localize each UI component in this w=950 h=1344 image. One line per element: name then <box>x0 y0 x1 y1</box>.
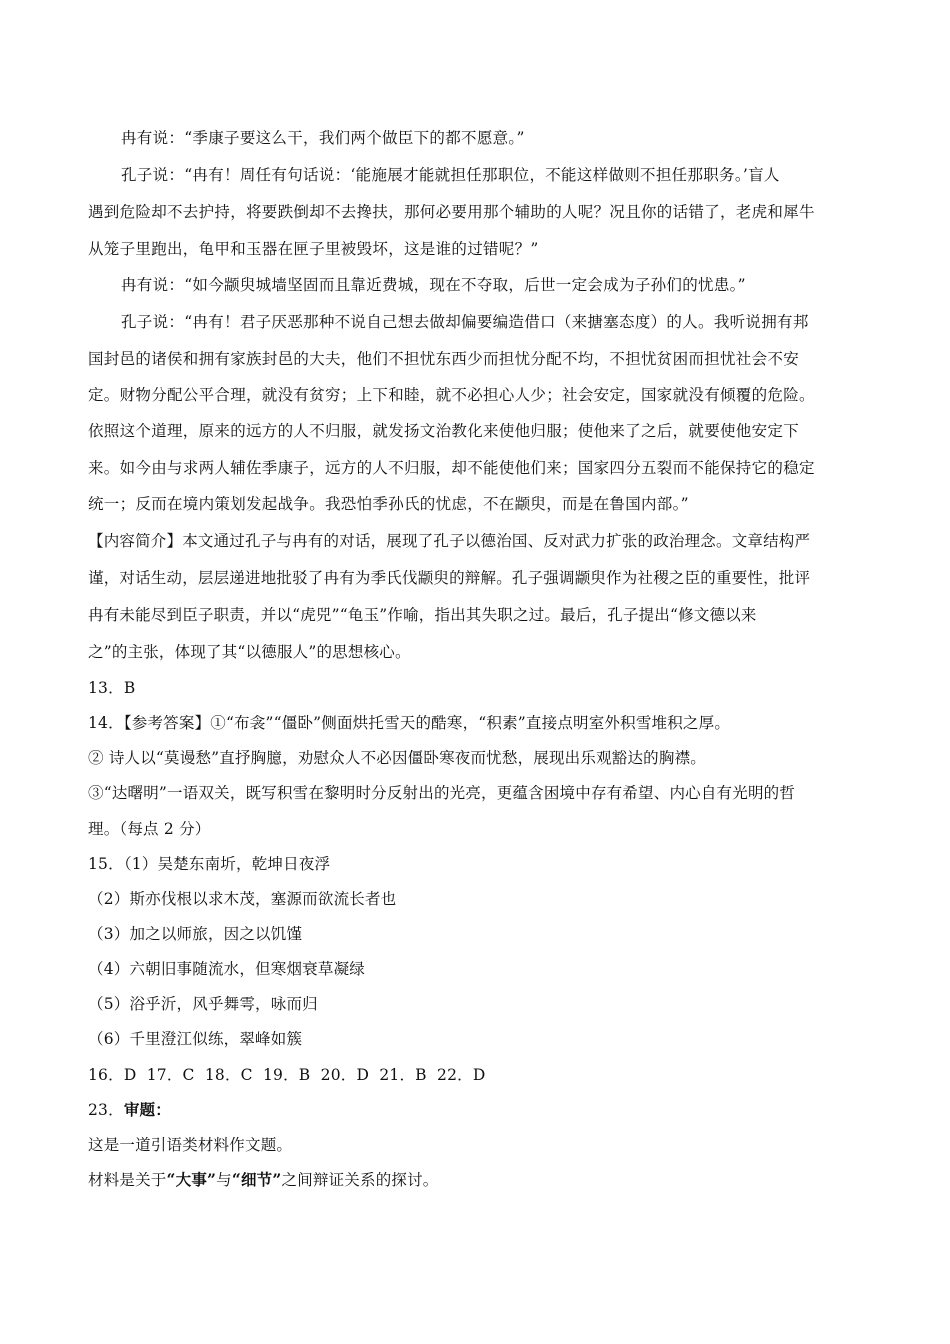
answers-16-22: 16．D 17．C 18．C 19．B 20．D 21．B 22．D <box>88 1066 486 1084</box>
passage-line: 从笼子里跑出，龟甲和玉器在匣子里被毁坏，这是谁的过错呢？” <box>88 240 539 258</box>
summary-line: 冉有未能尽到臣子职责，并以“虎兕”“龟玉”作喻，指出其失职之过。最后，孔子提出“修文德以来 <box>88 606 757 624</box>
answer-15-line: 15．（1）吴楚东南圻，乾坤日夜浮 <box>88 855 331 873</box>
text-span: 与 <box>216 1171 232 1189</box>
answer-15-line: （4）六朝旧事随流水，但寒烟衰草凝绿 <box>88 960 365 978</box>
answer-15-line: （3）加之以师旅，因之以饥馑 <box>88 925 303 943</box>
text-span: 之间辩证关系的探讨。 <box>281 1171 439 1189</box>
summary-line: 之”的主张，体现了其“以德服人”的思想核心。 <box>88 643 411 661</box>
keyword-details: “细节” <box>231 1170 282 1189</box>
passage-line: 孔子说：“冉有！君子厌恶那种不说自己想去做却偏要编造借口（来搪塞态度）的人。我听说拥有邦 <box>121 313 809 331</box>
answer-14-line: 14．【参考答案】①“布衾”“僵卧”侧面烘托雪天的酷寒，“积素”直接点明室外积雪堆积之厚。 <box>88 714 731 732</box>
answer-15-line: （6）千里澄江似练，翠峰如簇 <box>88 1030 303 1048</box>
answer-13: 13．B <box>88 679 136 697</box>
answer-23-line <box>88 1168 860 1190</box>
passage-line: 冉有说：“如今颛臾城墙坚固而且靠近费城，现在不夺取，后世一定会成为子孙们的忧患。” <box>121 276 746 294</box>
passage-line: 来。如今由与求两人辅佐季康子，远方的人不归服，却不能使他们来；国家四分五裂而不能保持它的稳定 <box>88 459 815 477</box>
summary-line: 【内容简介】本文通过孔子与冉有的对话，展现了孔子以德治国、反对武力扩张的政治理念。文章结构严 <box>88 532 811 550</box>
answer-23-line: 这是一道引语类材料作文题。 <box>88 1136 293 1154</box>
passage-line: 冉有说：“季康子要这么干，我们两个做臣下的都不愿意。” <box>121 129 525 147</box>
answer-14-line: ③“达曙明”一语双关，既写积雪在黎明时分反射出的光亮，更蕴含困境中存有希望、内心自有光明的哲 <box>88 784 796 802</box>
passage-line: 统一；反而在境内策划发起战争。我恐怕季孙氏的忧虑，不在颛臾，而是在鲁国内部。” <box>88 495 689 513</box>
answer-14-line: ② 诗人以“莫谩愁”直抒胸臆，劝慰众人不必因僵卧寒夜而忧愁，展现出乐观豁达的胸襟。 <box>88 749 706 767</box>
answer-15-line: （5）浴乎沂，风乎舞雩，咏而归 <box>88 995 318 1013</box>
question-number: 23． <box>88 1101 124 1119</box>
keyword-big-matters: “大事” <box>166 1170 217 1189</box>
answer-23-heading <box>88 1098 860 1120</box>
section-heading: 审题： <box>123 1100 171 1119</box>
passage-line: 遇到危险却不去护持，将要跌倒却不去搀扶，那何必要用那个辅助的人呢？况且你的话错了，老虎和犀牛 <box>88 203 815 221</box>
answer-15-line: （2）斯亦伐根以求木茂，塞源而欲流长者也 <box>88 890 397 908</box>
passage-line: 国封邑的诸侯和拥有家族封邑的大夫，他们不担忧东西少而担忧分配不均，不担忧贫困而担忧社会不安 <box>88 350 800 368</box>
answer-14-line: 理。（每点 2 分） <box>88 820 211 838</box>
passage-line: 依照这个道理，原来的远方的人不归服，就发扬文治教化来使他归服；使他来了之后，就要使他安定下 <box>88 422 800 440</box>
summary-line: 谨，对话生动，层层递进地批驳了冉有为季氏伐颛臾的辩解。孔子强调颛臾作为社稷之臣的重要性，批评 <box>88 569 811 587</box>
text-span: 材料是关于 <box>88 1171 167 1189</box>
passage-line: 定。财物分配公平合理，就没有贫穷；上下和睦，就不必担心人少；社会安定，国家就没有倾覆的危险。 <box>88 386 815 404</box>
passage-line: 孔子说：“冉有！周任有句话说：‘能施展才能就担任那职位，不能这样做则不担任那职务。’盲人 <box>121 166 780 184</box>
